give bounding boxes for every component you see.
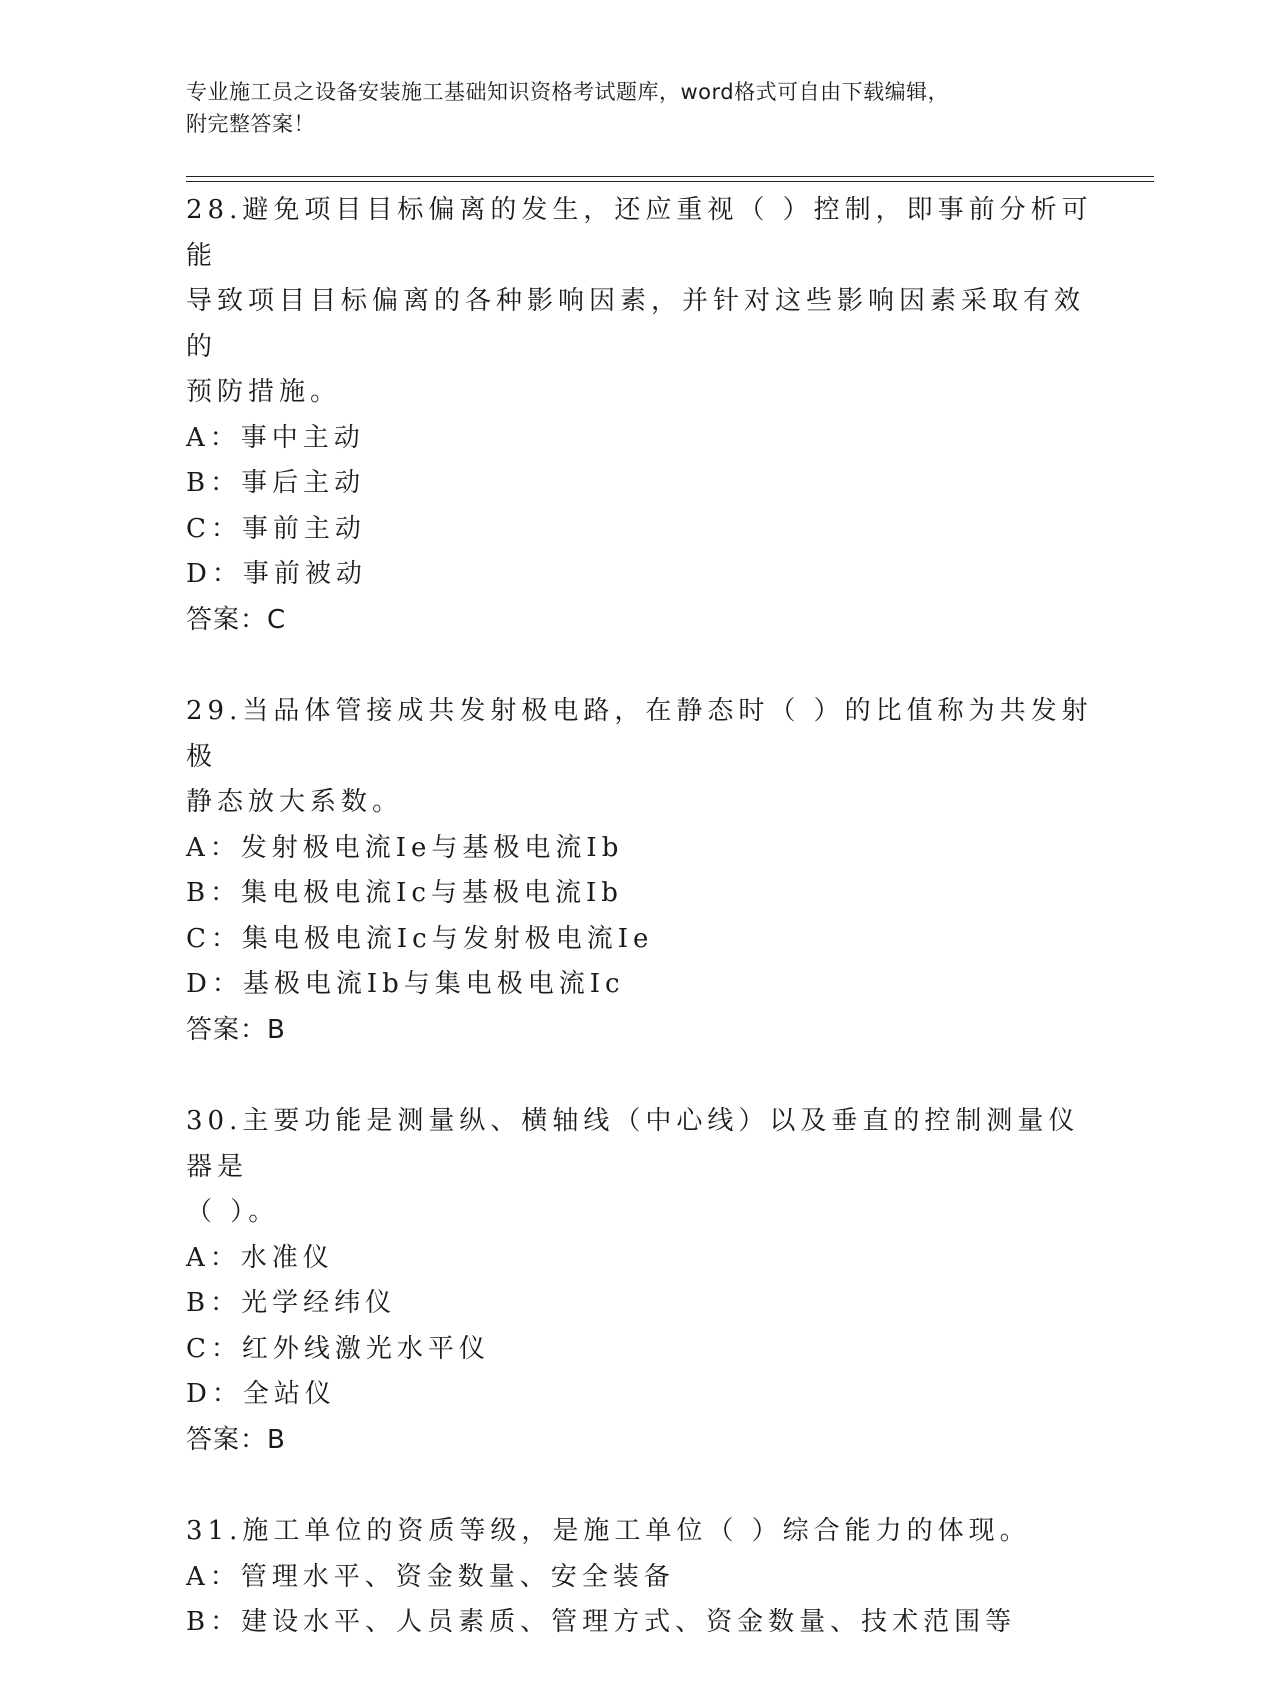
answer-text: 答案：B — [186, 1424, 286, 1455]
question-28 — [186, 188, 1106, 643]
header-line-2: 附完整答案！ — [186, 112, 315, 136]
question-29 — [186, 689, 1106, 1053]
header-divider-bottom — [186, 181, 1154, 182]
question-stem-line: 29.当品体管接成共发射极电路，在静态时（ ）的比值称为共发射极 — [186, 696, 1093, 772]
answer-text: 答案：B — [186, 1014, 286, 1045]
question-stem-line: 预防措施。 — [186, 377, 342, 407]
option-b: B：事后主动 — [186, 468, 366, 498]
header-divider-top — [186, 176, 1154, 177]
question-list — [186, 188, 1106, 1692]
option-d: D：全站仪 — [186, 1379, 336, 1409]
option-b: B：建设水平、人员素质、管理方式、资金数量、技术范围等 — [186, 1607, 1017, 1637]
question-stem-line: 静态放大系数。 — [186, 787, 404, 817]
option-c: C：集电极电流Ic与发射极电流Ie — [186, 923, 654, 954]
document-header — [186, 76, 1066, 140]
option-b: B：集电极电流Ic与基极电流Ib — [186, 878, 623, 908]
header-line-1: 专业施工员之设备安装施工基础知识资格考试题库，word格式可自由下载编辑， — [186, 80, 950, 104]
question-stem-line: 31.施工单位的资质等级，是施工单位（ ）综合能力的体现。 — [186, 1516, 1031, 1546]
option-a: A：事中主动 — [186, 422, 365, 453]
option-a: A：水准仪 — [186, 1242, 334, 1273]
question-stem-line: 30.主要功能是测量纵、横轴线（中心线）以及垂直的控制测量仪器是 — [186, 1106, 1080, 1182]
option-d: D：基极电流Ib与集电极电流Ic — [186, 969, 625, 999]
question-31 — [186, 1509, 1106, 1646]
option-a: A：发射极电流Ie与基极电流Ib — [186, 832, 624, 863]
question-stem-line: （ ）。 — [186, 1197, 280, 1227]
question-stem-line: 28.避免项目目标偏离的发生，还应重视（ ）控制，即事前分析可能 — [186, 195, 1093, 271]
option-d: D：事前被动 — [186, 559, 367, 589]
option-c: C：红外线激光水平仪 — [186, 1333, 490, 1364]
answer-text: 答案：C — [186, 604, 287, 635]
option-b: B：光学经纬仪 — [186, 1288, 397, 1318]
question-stem-line: 导致项目目标偏离的各种影响因素，并针对这些影响因素采取有效的 — [186, 286, 1086, 362]
question-30 — [186, 1099, 1106, 1463]
option-a: A：管理水平、资金数量、安全装备 — [186, 1561, 675, 1592]
option-c: C：事前主动 — [186, 513, 366, 544]
